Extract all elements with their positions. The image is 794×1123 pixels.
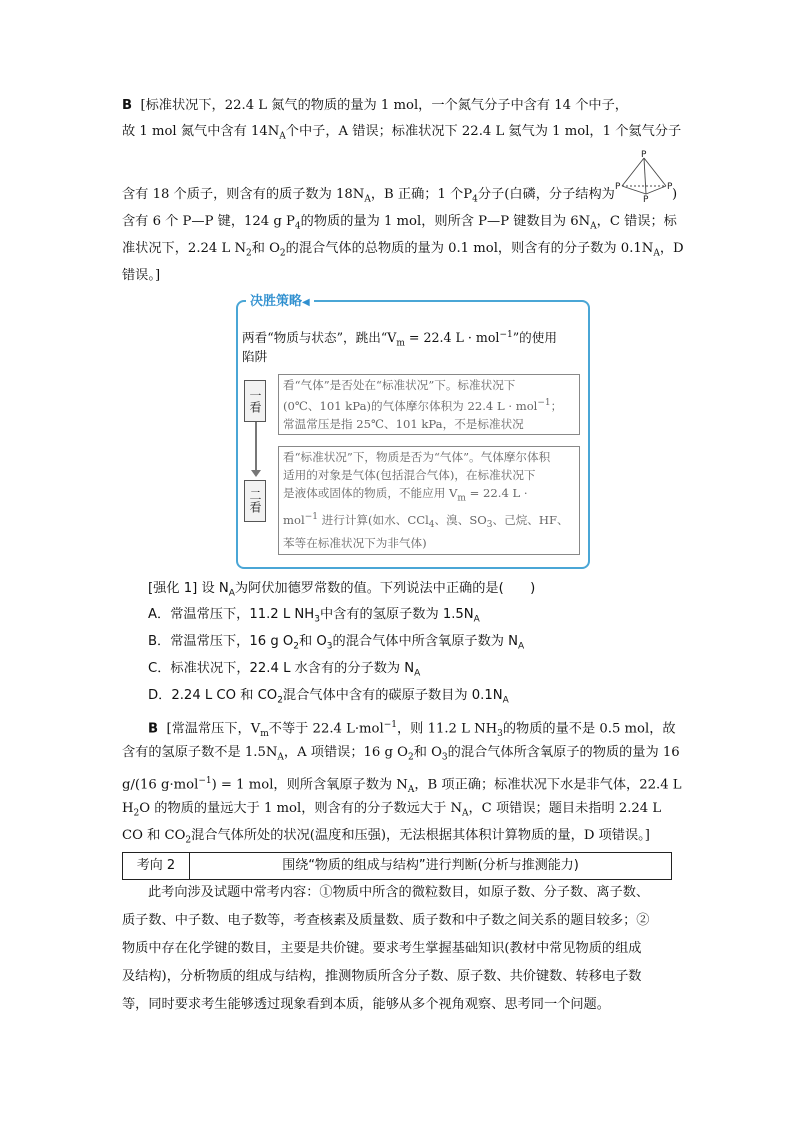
strategy-title: 决胜策略◀ [246, 290, 314, 309]
paragraph-line5: 等，同时要求考生能够透过现象看到本质，能够从多个视角观察、思考同一个问题。 [122, 997, 610, 1012]
answer2-line4: $H_2O$ 的物质的量远大于 1 mol，则含有的分子数远大于 $N_A$，C 项错误；题目未指明 2.24 L [122, 801, 662, 819]
option-a: A．常温常压下，11.2 L $NH_3$中含有的氢原子数为 $1.5N_A$ [148, 607, 480, 625]
answer2-line1: B [常温常压下，$V_m$不等于 22.4 L·mol$^{-1}$，则 11.2 L $NH_3$的物质的量不是 0.5 mol，故 [148, 720, 676, 740]
answer2-line2: 含有的氢原子数不是 $1.5N_A$，A 项错误；16 g $O_2$和 $O_3$的混合气体所含氧原子的物质的量为 16 [122, 745, 680, 763]
option-c: C．标准状况下，22.4 L 水含有的分子数为 $N_A$ [148, 661, 421, 679]
paragraph-line4: 及结构)，分析物质的组成与结构，推测物质所含分子数、原子数、共价键数、转移电子数 [122, 969, 642, 984]
p4-atom-left: P [615, 182, 621, 192]
answer1-line5: 准状况下，2.24 L $N_2$和 $O_2$的混合气体的总物质的量为 0.1 mol，则含有的分子数为 $0.1N_A$，D [122, 241, 684, 259]
topic-title: 围绕“物质的组成与结构”进行判断(分析与推测能力) [282, 858, 579, 873]
step2-detail: 看“标准状况”下，物质是否为“气体”。气体摩尔体积 适用的对象是气体(包括混合气体)，在标准状况下 是液体或固体的物质，不能应用 $V_m = 22.4$ L · mol$^{-1}$ 进行计算(如水、CCl$_4$、溴、$SO_3$、己烷、HF、 苯等在标准状况下为非气体) [278, 446, 580, 555]
p4-atom-bottom: P [643, 195, 649, 202]
answer1-line2: 故 1 mol 氮气中含有 $14N_A$个中子，A 错误；标准状况下 22.4 L 氦气为 1 mol，1 个氦气分子 [122, 124, 682, 142]
strategy-box [236, 294, 590, 569]
answer2-letter: B [148, 721, 159, 737]
answer1-line4: 含有 6 个 P—P 键，124 g $P_4$的物质的量为 1 mol，则所含 P—P 键数目为 $6N_A$，C 错误；标 [122, 214, 677, 232]
p4-atom-right: P [667, 182, 673, 192]
strategy-intro-line2: 陷阱 [242, 349, 268, 364]
answer1-letter: B [122, 98, 133, 113]
paragraph-line1: 此考向涉及试题中常考内容：①物质中所含的微粒数目，如原子数、分子数、离子数、 [148, 885, 650, 900]
answer1-line3: 含有 18 个质子，则含有的质子数为 $18N_A$，B 正确；1 个$P_4$分子(白磷，分子结构为 [122, 187, 615, 205]
p4-molecule-structure [612, 150, 676, 202]
paragraph-line2: 质子数、中子数、电子数等，考查核素及质量数、质子数和中子数之间关系的题目较多；② [122, 913, 650, 928]
strategy-intro-line1: 两看“物质与状态”，跳出“$V_m = 22.4$ L · mol$^{-1}$”的使用 [242, 330, 557, 349]
answer2-line5: CO 和 $CO_2$混合气体所处的状况(温度和压强)，无法根据其体积计算物质的量，D 项错误。] [122, 828, 650, 846]
answer2-line3: g/(16 g·mol$^{-1}$) = 1 mol，则所含氧原子数为 $N_A$，B 项正确；标准状况下水是非气体，22.4 L [122, 776, 682, 796]
arrow-left-icon: ◀ [302, 297, 310, 308]
step1-detail: 看“气体”是否处在“标准状况”下。标准状况下 (0℃、101 kPa)的气体摩尔体积为 22.4 L · mol$^{-1}$； 常温常压是指 25℃、101 kPa，不是标准状况 [278, 374, 580, 435]
step1-label: 一看 [244, 380, 266, 422]
paragraph-line3: 物质中存在化学键的数目，主要是共价键。要求考生掌握基础知识(教材中常见物质的组成 [122, 941, 642, 956]
option-d: D．2.24 L CO 和 $CO_2$混合气体中含有的碳原子数目为 $0.1N_A$ [148, 688, 509, 706]
answer1-line6: 错误。] [122, 268, 161, 283]
topic-label: 考向 2 [123, 853, 190, 879]
answer1-paren: ) [672, 187, 678, 202]
answer1-line1: B [标准状况下，22.4 L 氮气的物质的量为 1 mol，一个氮气分子中含有 14 个中子， [122, 98, 628, 113]
step2-label: 二看 [244, 480, 266, 522]
connector-line [255, 422, 257, 472]
question-stem: [强化 1] 设 $N_A$为阿伏加德罗常数的值。下列说法中正确的是( ) [148, 581, 536, 599]
option-b: B．常温常压下，16 g $O_2$和 $O_3$的混合气体中所含氧原子数为 $N_A$ [148, 634, 525, 652]
p4-atom-top: P [641, 150, 647, 160]
arrow-down-icon [251, 470, 261, 477]
topic-table [122, 852, 672, 880]
